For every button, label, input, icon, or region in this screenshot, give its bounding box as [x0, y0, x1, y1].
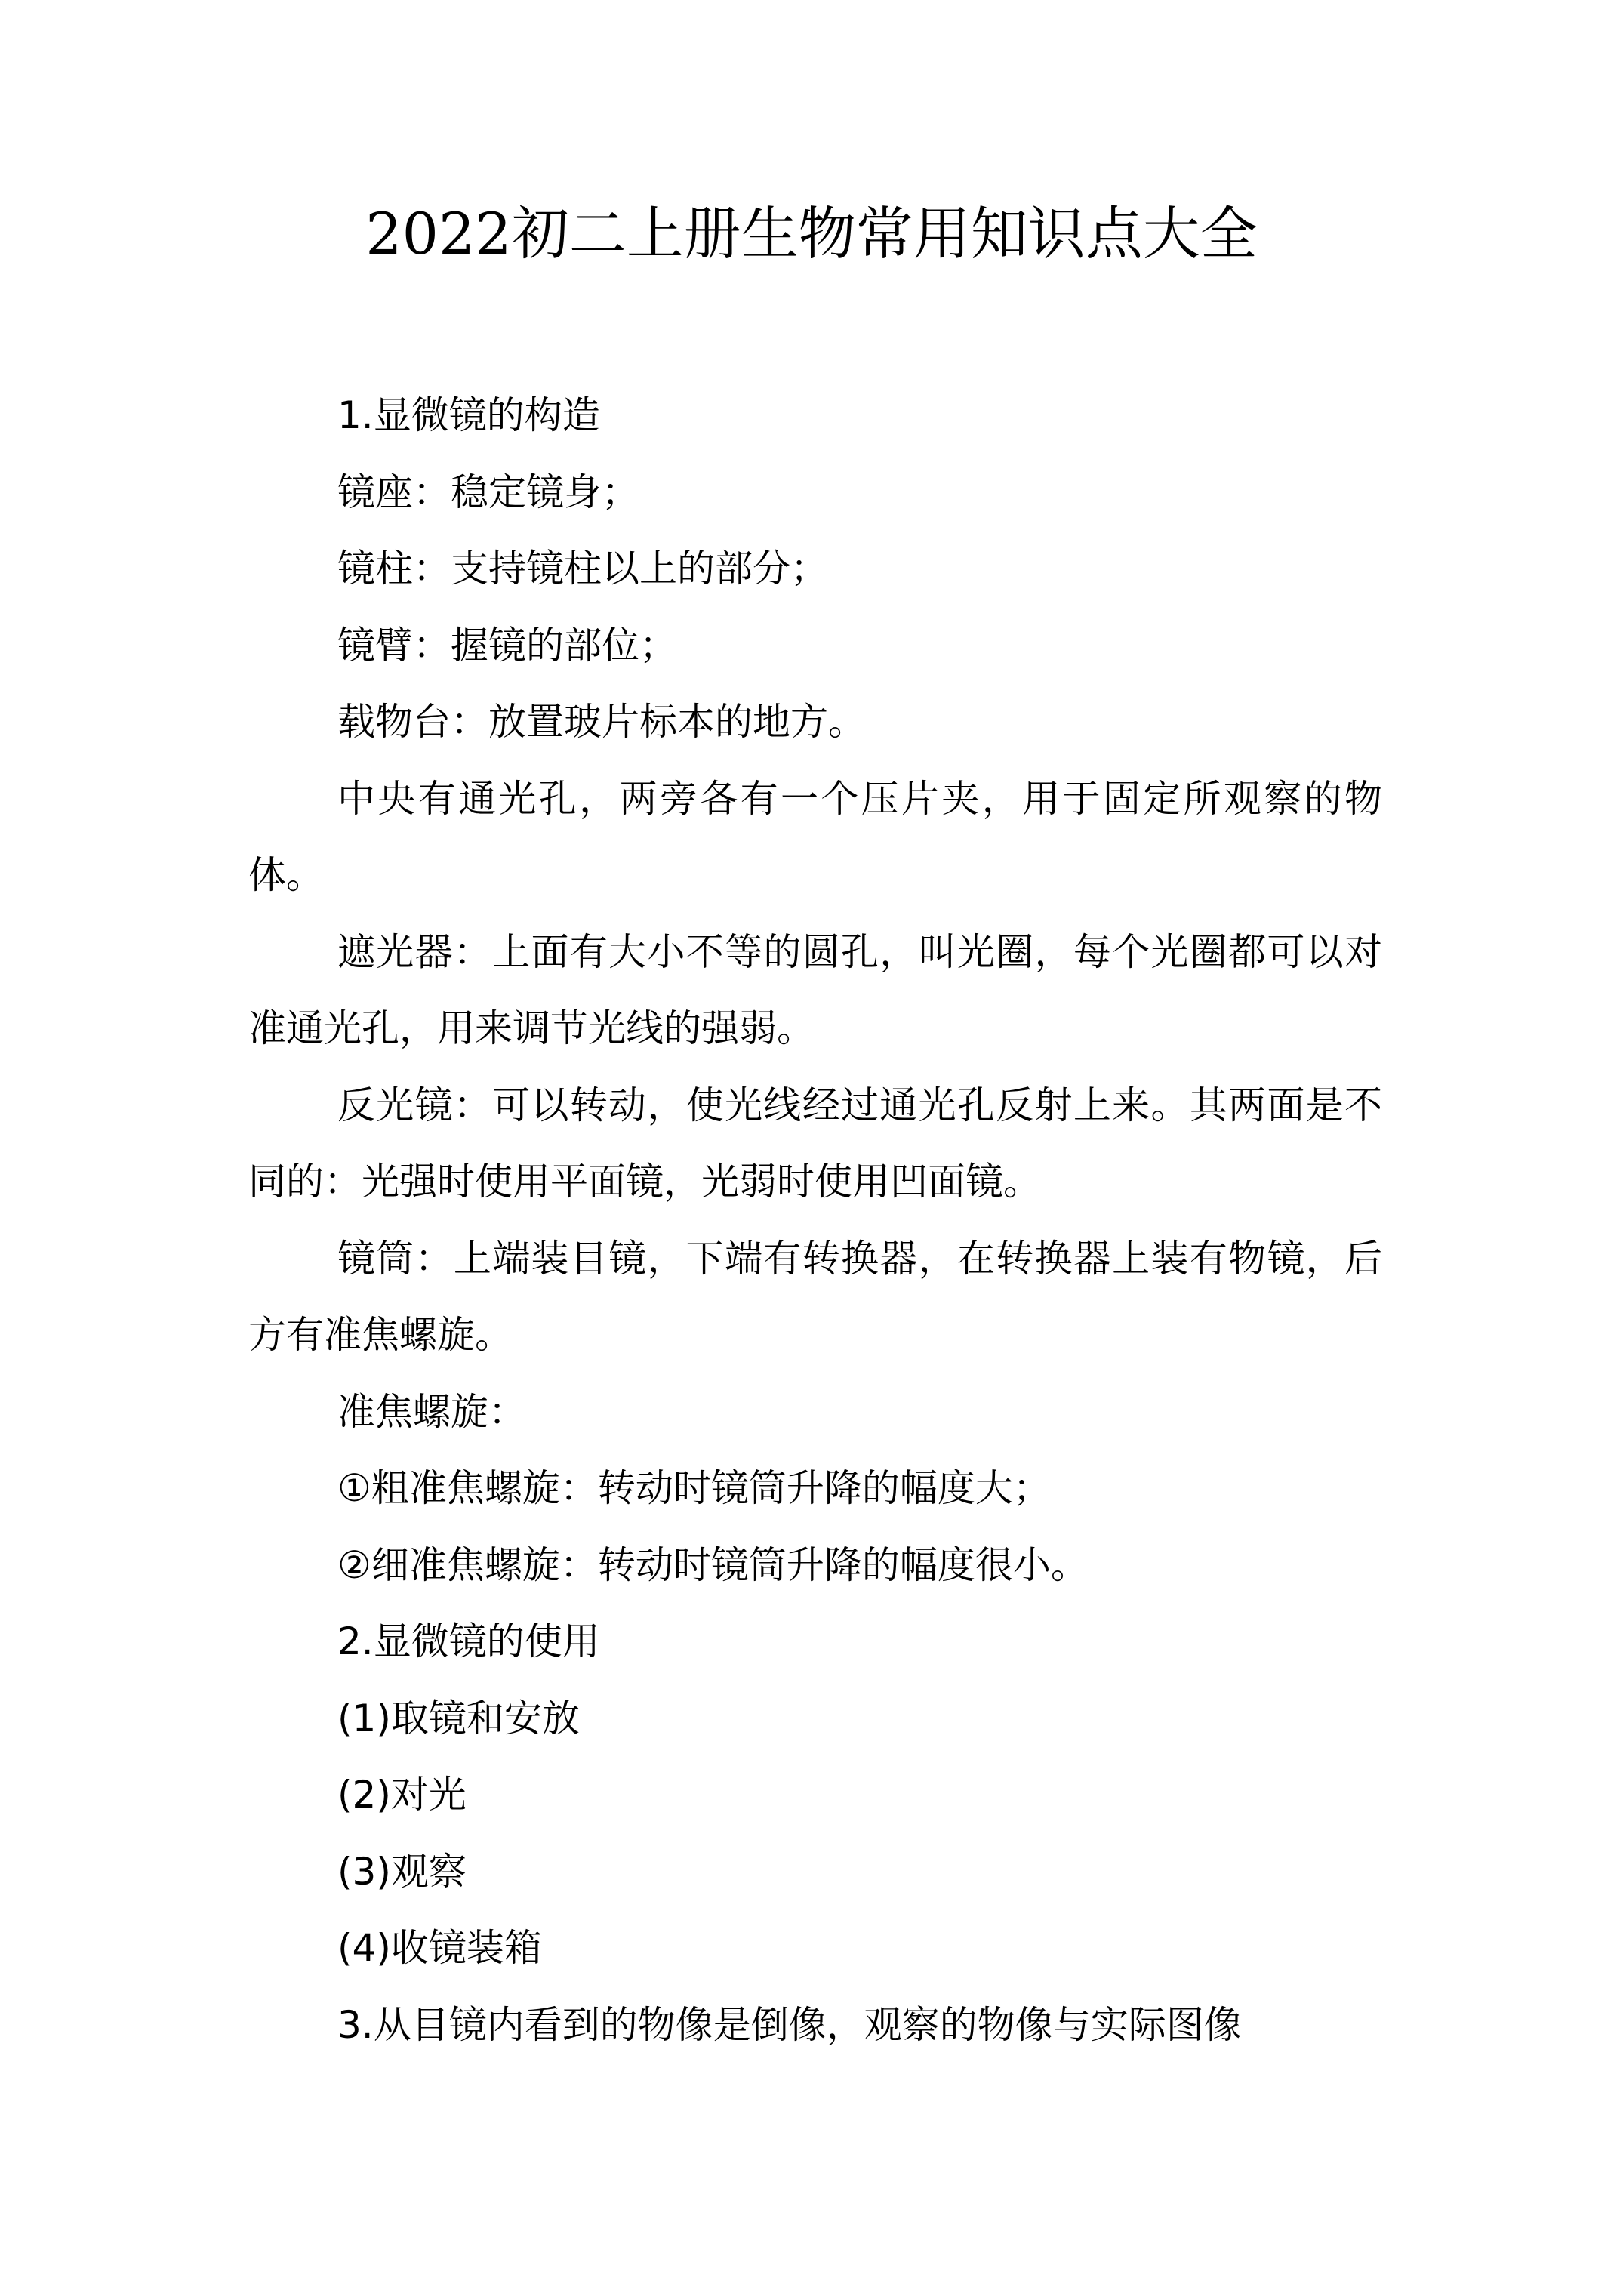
paragraph: 镜筒：上端装目镜，下端有转换器，在转换器上装有物镜，后方有准焦螺旋。: [248, 1236, 1382, 1357]
list-item: (1)取镜和安放: [337, 1696, 580, 1740]
paragraph: 反光镜：可以转动，使光线经过通光孔反射上来。其两面是不同的：光强时使用平面镜，光弱时使用凹面镜。: [248, 1083, 1382, 1203]
list-item: ①粗准焦螺旋：转动时镜筒升降的幅度大；: [337, 1466, 1051, 1510]
paragraph: 镜柱：支持镜柱以上的部分；: [337, 547, 828, 590]
paragraph: 中央有通光孔，两旁各有一个压片夹，用于固定所观察的物体。: [248, 776, 1382, 897]
list-item: ②细准焦螺旋：转动时镜筒升降的幅度很小。: [337, 1542, 1089, 1587]
paragraph: 镜座：稳定镜身；: [337, 470, 639, 514]
list-item: (3)观察: [337, 1849, 467, 1894]
paragraph: 准焦螺旋：: [337, 1389, 526, 1434]
paragraph: 镜臂：握镜的部位；: [337, 623, 677, 667]
document-title: 2022初二上册生物常用知识点大全: [365, 200, 1258, 267]
section-heading: 2.显微镜的使用: [337, 1620, 600, 1663]
paragraph: 载物台：放置玻片标本的地方。: [337, 700, 866, 744]
section-heading: 1.显微镜的构造: [337, 393, 600, 437]
list-item: (2)对光: [337, 1773, 467, 1817]
document-body: [248, 378, 1382, 2063]
list-item: (4)收镜装箱: [337, 1926, 542, 1970]
section-heading: 3.从目镜内看到的物像是倒像，观察的物像与实际图像: [337, 2002, 1242, 2047]
paragraph: 遮光器：上面有大小不等的圆孔，叫光圈，每个光圈都可以对准通光孔，用来调节光线的强弱。: [248, 929, 1382, 1050]
